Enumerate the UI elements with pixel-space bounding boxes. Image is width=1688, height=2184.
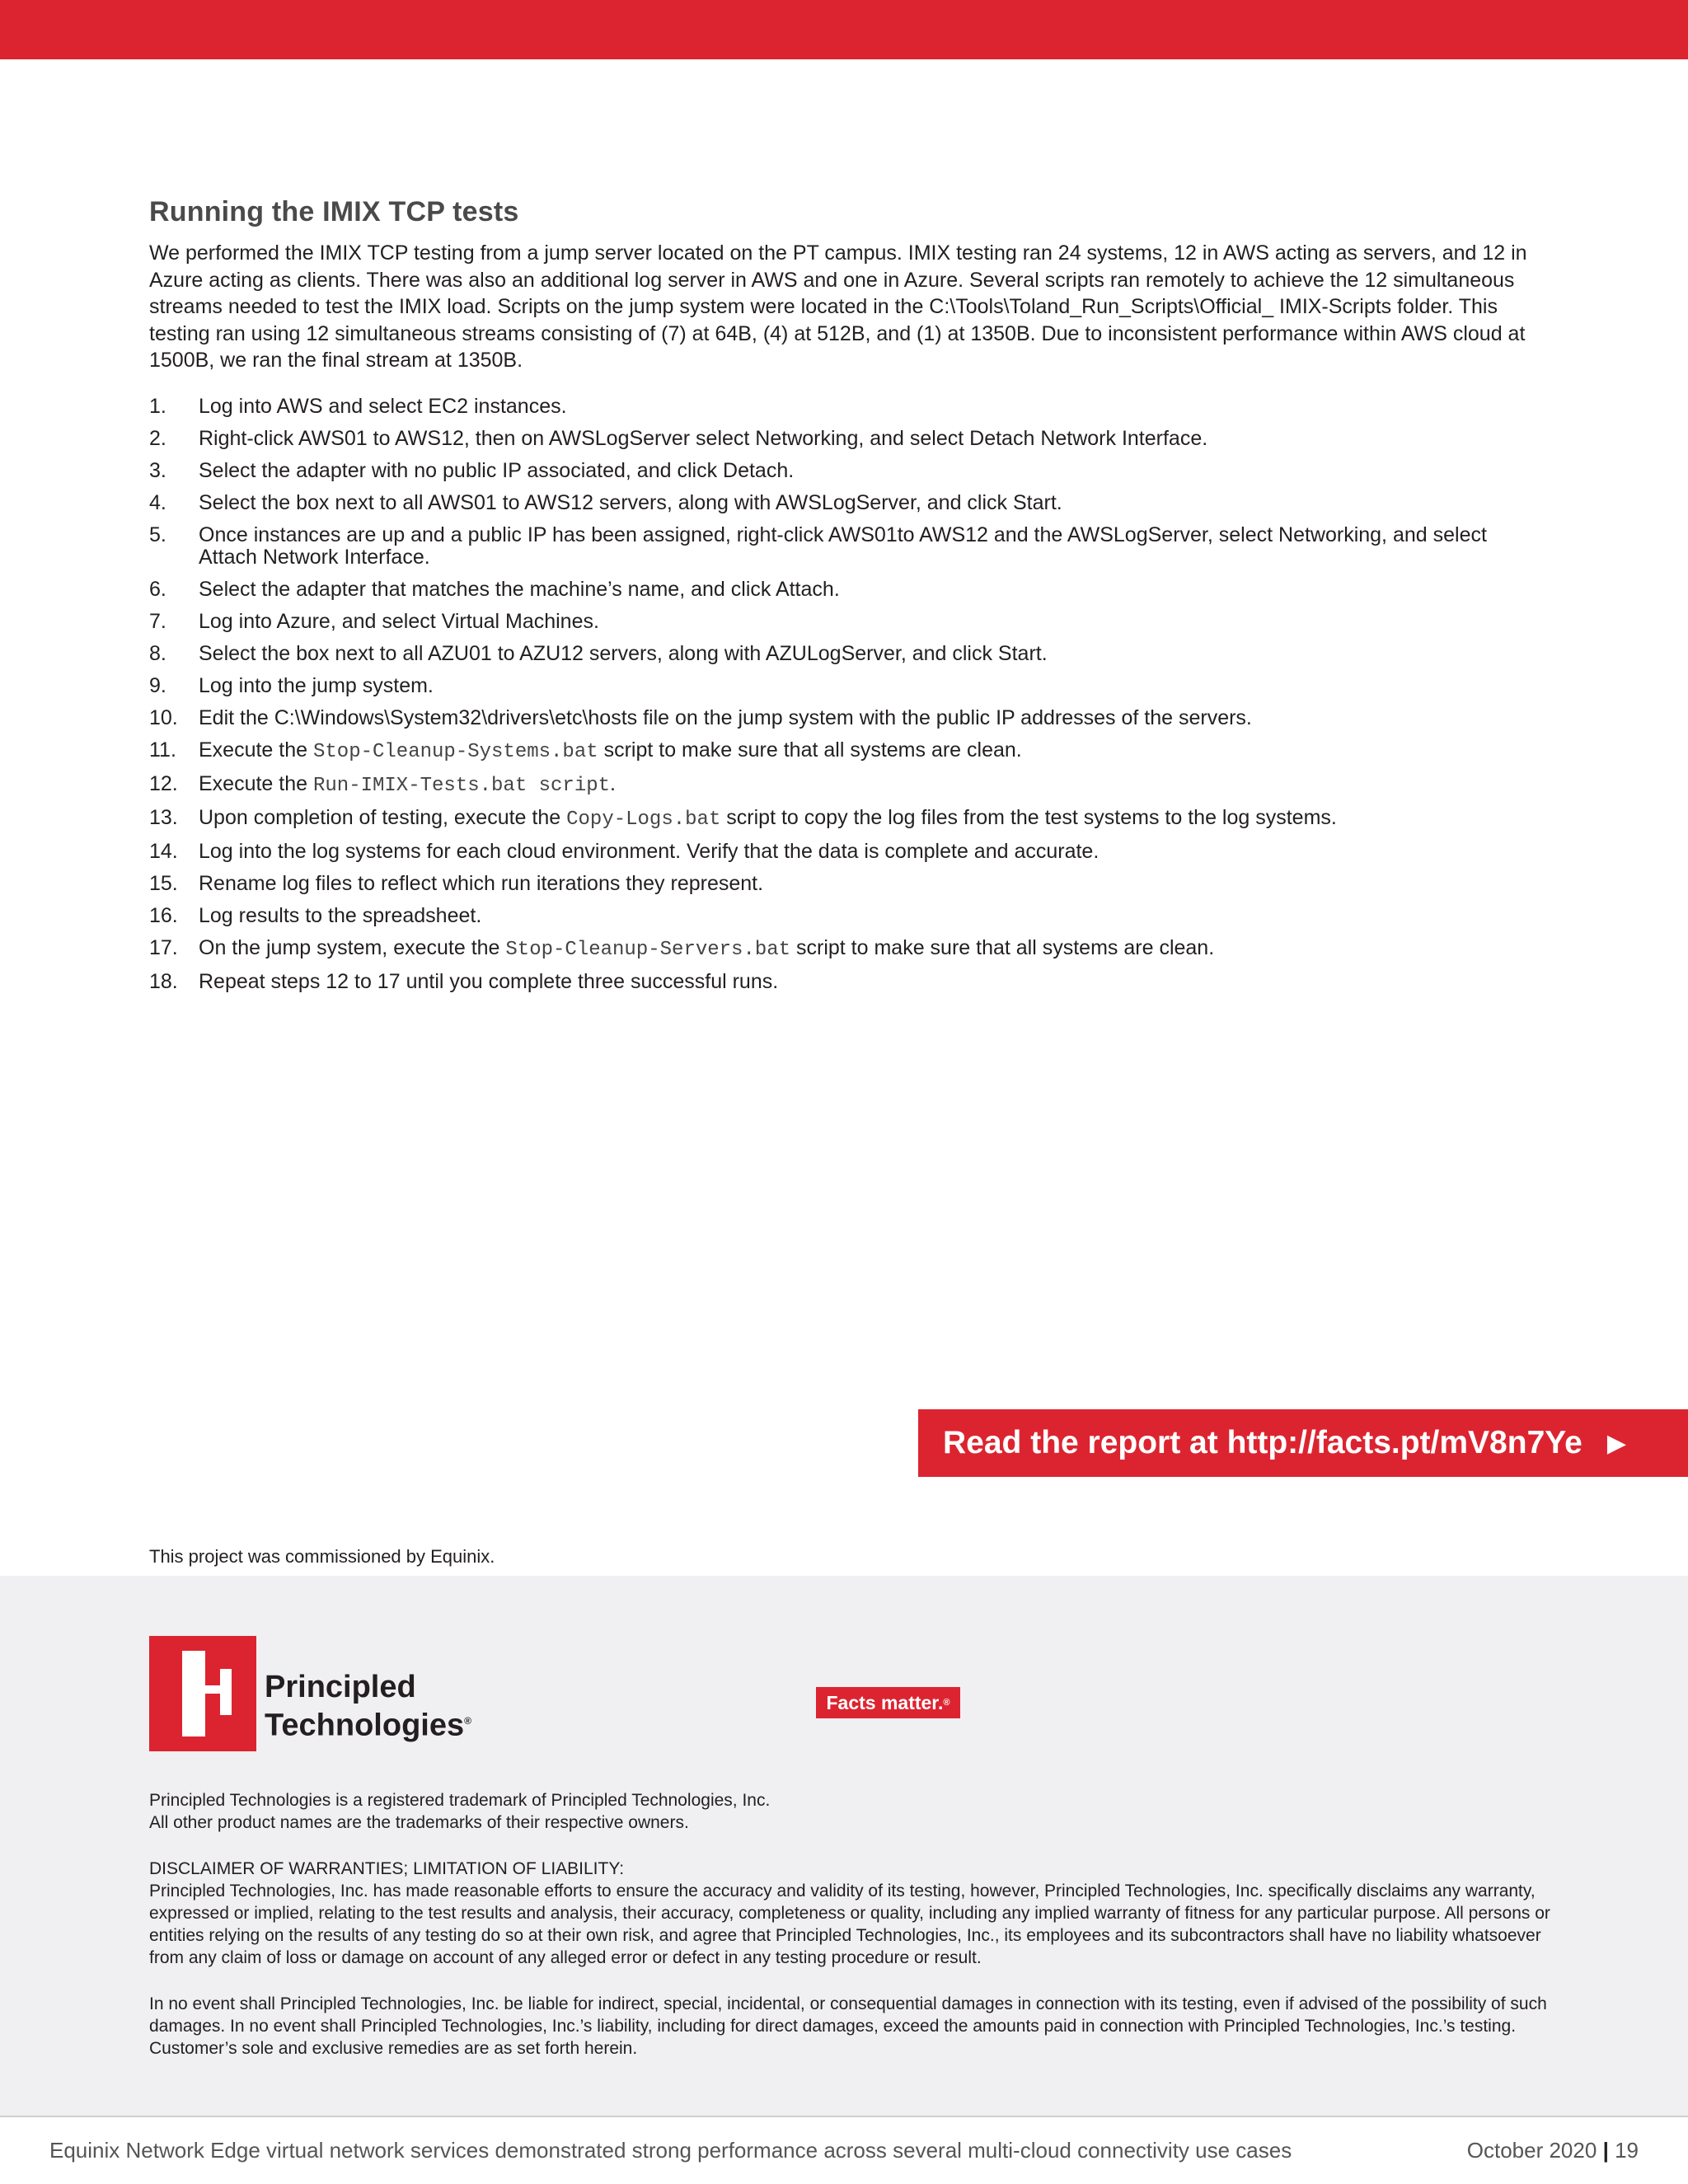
step-item	[149, 971, 1542, 993]
step-text: Log into Azure, and select Virtual Machines.	[199, 609, 599, 633]
step-number: 6.	[149, 577, 166, 601]
step-text: Select the box next to all AWS01 to AWS12 servers, along with AWSLogServer, and click Start.	[199, 490, 1062, 514]
trademark-line-1: Principled Technologies is a registered trademark of Principled Technologies, Inc.	[149, 1791, 771, 1810]
disclaimer-heading: DISCLAIMER OF WARRANTIES; LIMITATION OF LIABILITY:	[149, 1859, 625, 1878]
step-number: 4.	[149, 490, 166, 514]
step-text: Log into the jump system.	[199, 673, 434, 697]
liability-paragraph	[149, 1993, 1550, 2060]
step-text: Edit the C:\Windows\System32\drivers\etc\hosts file on the jump system with the public IP addresses of the servers.	[199, 705, 1252, 729]
trademark-notice	[149, 1789, 1550, 1834]
disclaimer-body: Principled Technologies, Inc. has made reasonable efforts to ensure the accuracy and validity of its testing, however, Principled Technologies, Inc. specifically disclaims any warranty, expressed or implied, relating to the test results and analysis, their accuracy, completeness or quality, including any implied warranty of fitness for any particular purpose. All persons or entities relying on the results of any testing do so at their own risk, and agree that Principled Technologies, Inc., its employees and its subcontractors shall have no liability whatsoever from any claim of loss or damage on account of any alleged error or defect in any testing procedure or result.	[149, 1882, 1550, 1967]
read-report-banner[interactable]	[918, 1409, 1688, 1477]
read-report-link[interactable]: Read the report at http://facts.pt/mV8n7Ye	[943, 1425, 1582, 1460]
step-item	[149, 841, 1542, 863]
trademark-line-2: All other product names are the trademarks of their respective owners.	[149, 1813, 689, 1832]
intro-paragraph: We performed the IMIX TCP testing from a jump server located on the PT campus. IMIX testing ran 24 systems, 12 in AWS acting as servers, and 12 in Azure acting as clients. There was also an additional log server in AWS and one in Azure. Several scripts ran remotely to achieve the 12 simultaneous streams needed to test the IMIX load. Scripts on the jump system were located in the C:\Tools\Toland_Run_Scripts\Official_ IMIX-Scripts folder. This testing ran using 12 simultaneous streams consisting of (7) at 64B, (4) at 512B, and (1) at 1350B. Due to inconsistent performance within AWS cloud at 1500B, we ran the final stream at 1350B.	[149, 241, 1527, 372]
step-number: 17.	[149, 935, 178, 959]
step-number: 15.	[149, 871, 178, 895]
step-text: On the jump system, execute the Stop-Cleanup-Servers.bat script to make sure that all systems are clean.	[199, 935, 1215, 961]
disclaimer	[149, 1858, 1550, 1969]
steps-list	[149, 396, 1542, 993]
step-item	[149, 707, 1542, 729]
main-content	[149, 196, 1542, 1003]
step-item	[149, 905, 1542, 927]
step-text: Upon completion of testing, execute the Copy-Logs.bat script to copy the log files from the test systems to the log systems.	[199, 805, 1337, 831]
top-brand-bar	[0, 0, 1688, 59]
step-text: Execute the Run-IMIX-Tests.bat script.	[199, 771, 616, 797]
step-text: Log into AWS and select EC2 instances.	[199, 394, 567, 418]
step-item	[149, 675, 1542, 697]
script-filename: Run-IMIX-Tests.bat script	[312, 774, 611, 797]
step-text: Select the adapter with no public IP associated, and click Detach.	[199, 458, 795, 482]
script-filename: Stop-Cleanup-Systems.bat	[312, 740, 598, 763]
step-number: 16.	[149, 903, 178, 927]
commission-note: This project was commissioned by Equinix.	[149, 1546, 495, 1567]
step-text: Select the box next to all AZU01 to AZU12 servers, along with AZULogServer, and click Start.	[199, 641, 1048, 665]
step-number: 1.	[149, 394, 166, 418]
step-item	[149, 524, 1542, 569]
section-title: Running the IMIX TCP tests	[149, 196, 519, 227]
step-item	[149, 873, 1542, 895]
step-number: 2.	[149, 426, 166, 450]
step-item	[149, 937, 1542, 961]
logo-line-2: Technologies®	[265, 1708, 471, 1743]
step-item	[149, 492, 1542, 514]
step-text: Once instances are up and a public IP has been assigned, right-click AWS01to AWS12 and the AWSLogServer, select Networking, and select Attach Network Interface.	[199, 523, 1487, 569]
step-number: 5.	[149, 523, 166, 546]
step-item	[149, 396, 1542, 418]
step-text: Right-click AWS01 to AWS12, then on AWSLogServer select Networking, and select Detach Network Interface.	[199, 426, 1208, 450]
pt-logo-mark-icon	[149, 1636, 256, 1751]
step-item	[149, 739, 1542, 763]
footer-page-info	[1467, 2138, 1639, 2163]
page-number: 19	[1615, 2138, 1639, 2163]
step-item	[149, 460, 1542, 482]
step-text: Rename log files to reflect which run iterations they represent.	[199, 871, 764, 895]
step-item	[149, 611, 1542, 633]
step-number: 11.	[149, 738, 176, 762]
play-arrow-icon: ▶	[1606, 1429, 1626, 1457]
step-text: Log into the log systems for each cloud environment. Verify that the data is complete and accurate.	[199, 839, 1100, 863]
step-number: 3.	[149, 458, 166, 482]
step-text: Select the adapter that matches the machine’s name, and click Attach.	[199, 577, 840, 601]
step-item	[149, 428, 1542, 450]
liability-text: In no event shall Principled Technologies, Inc. be liable for indirect, special, incidental, or consequential damages in connection with its testing, even if advised of the possibility of such damages. In no event shall Principled Technologies, Inc.’s liability, including for direct damages, exceed the amounts paid in connection with Principled Technologies, Inc.’s testing. Customer’s sole and exclusive remedies are as set forth herein.	[149, 1994, 1547, 2058]
pt-logo-wordmark	[265, 1671, 471, 1743]
footer-separator: |	[1602, 2138, 1609, 2163]
step-number: 9.	[149, 673, 166, 697]
step-item	[149, 579, 1542, 601]
step-number: 8.	[149, 641, 166, 665]
step-text: Repeat steps 12 to 17 until you complete three successful runs.	[199, 969, 779, 993]
facts-matter-badge: Facts matter. ®	[816, 1687, 960, 1718]
script-filename: Stop-Cleanup-Servers.bat	[505, 938, 791, 961]
step-number: 18.	[149, 969, 178, 993]
step-item	[149, 773, 1542, 797]
step-text: Execute the Stop-Cleanup-Systems.bat script to make sure that all systems are clean.	[199, 738, 1022, 763]
step-number: 7.	[149, 609, 166, 633]
step-number: 13.	[149, 805, 178, 829]
step-number: 14.	[149, 839, 178, 863]
footer-doc-title: Equinix Network Edge virtual network services demonstrated strong performance across several multi-cloud connectivity use cases	[49, 2138, 1292, 2163]
step-number: 12.	[149, 771, 178, 795]
pt-logo	[149, 1636, 479, 1751]
step-item	[149, 643, 1542, 665]
footer-date: October 2020	[1466, 2138, 1597, 2163]
logo-line-1: Principled	[265, 1670, 416, 1704]
step-item	[149, 807, 1542, 831]
step-number: 10.	[149, 705, 178, 729]
step-text: Log results to the spreadsheet.	[199, 903, 482, 927]
footer-divider	[0, 2116, 1688, 2117]
script-filename: Copy-Logs.bat	[566, 808, 721, 831]
